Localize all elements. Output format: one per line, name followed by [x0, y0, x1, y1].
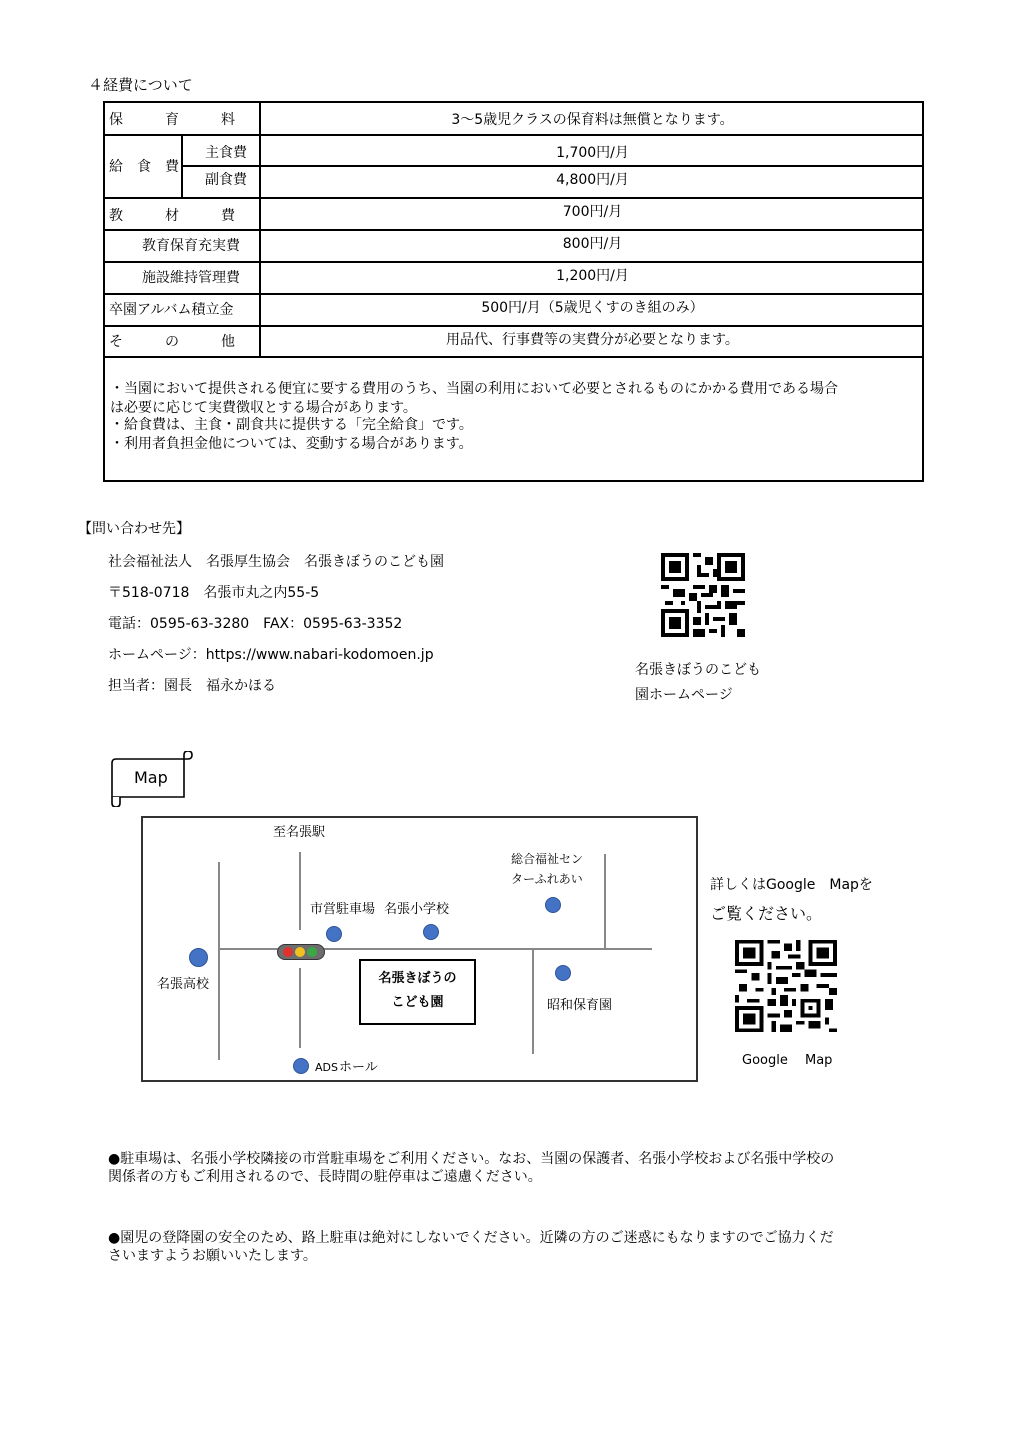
welfare-center-marker: [545, 897, 561, 913]
contact-org: 社会福祉法人 名張厚生協会 名張きぼうのこども園: [108, 554, 444, 570]
fee-notes: [110, 380, 920, 454]
fee-value-album: 500円/月（5歳児くすのき組のみ）: [481, 300, 704, 316]
parking-note: [108, 1150, 834, 1186]
hall-label: ホール: [339, 1060, 378, 1075]
fee-label-hoikuryo: 保 育 料: [109, 112, 235, 128]
ads-label: ADS: [315, 1061, 338, 1074]
table-divider: [105, 261, 922, 263]
to-station-label: 至名張駅: [273, 825, 326, 840]
google-map-qr-code[interactable]: [735, 940, 837, 1032]
contact-address: 〒518-0718 名張市丸之内55-5: [108, 585, 320, 601]
parking-label: 市営駐車場: [310, 902, 376, 917]
welfare-center-label-line1: 総合福祉セン: [511, 852, 584, 866]
fee-note-line: ・当園において提供される便宜に要する費用のうち、当園の利用において必要とされるものにかかる費用である場合: [110, 381, 838, 397]
table-divider: [105, 325, 922, 327]
welfare-center-label-line2: ターふれあい: [511, 872, 583, 886]
map-road-vertical: [532, 950, 534, 1054]
showa-nursery-marker: [555, 965, 571, 981]
kodomoen-label-line2: こども園: [391, 995, 444, 1010]
fee-note-line: ・利用者負担金他については、変動する場合があります。: [110, 436, 473, 452]
fee-label-album: 卒園アルバム積立金: [109, 302, 234, 318]
parking-marker: [326, 926, 342, 942]
elementary-marker: [423, 924, 439, 940]
fee-label-kyushokuhi: 給 食 費: [109, 159, 179, 175]
safety-note: [108, 1229, 834, 1265]
google-map-prompt-line1: 詳しくはGoogle Mapを: [710, 877, 873, 893]
homepage-qr-caption-line1: 名張きぼうのこども: [635, 662, 761, 678]
map-road-vertical: [218, 862, 220, 1060]
table-divider: [105, 356, 922, 358]
fee-value-hoikuryo: 3～5歳児クラスの保育料は無償となります。: [451, 112, 734, 128]
fee-value-iji-kanrihi: 1,200円/月: [556, 268, 629, 284]
map-title: Map: [134, 768, 168, 787]
fee-label-iji-kanrihi: 施設維持管理費: [142, 270, 240, 286]
homepage-qr-code[interactable]: [661, 552, 745, 638]
section-title: ４経費について: [88, 76, 193, 94]
table-divider: [105, 197, 922, 199]
kodomoen-building: [359, 959, 476, 1025]
fee-value-fukushokuhi: 4,800円/月: [556, 172, 629, 188]
contact-homepage[interactable]: ホームページ：https://www.nabari-kodomoen.jp: [108, 647, 434, 663]
kodomoen-label-line1: 名張きぼうの: [378, 971, 457, 986]
fee-label-juujitsuhi: 教育保育充実費: [142, 238, 240, 254]
elementary-label: 名張小学校: [384, 902, 450, 917]
traffic-light-icon: [277, 944, 325, 960]
safety-note-line2: さいますようお願いいたします。: [108, 1248, 317, 1264]
safety-note-line1: ●園児の登降園の安全のため、路上駐車は絶対にしないでください。近隣の方のご迷惑にもなりますのでご協力くだ: [108, 1230, 834, 1246]
access-map: [141, 816, 698, 1082]
fee-value-shushokuhi: 1,700円/月: [556, 145, 629, 161]
table-divider: [181, 165, 922, 167]
highschool-label: 名張高校: [157, 977, 210, 992]
map-road-vertical: [299, 968, 301, 1048]
fee-value-sonota: 用品代、行事費等の実費分が必要となります。: [446, 332, 739, 348]
contact-heading: 【問い合わせ先】: [78, 521, 190, 537]
google-map-qr-caption: Google Map: [742, 1053, 833, 1068]
map-road-vertical: [604, 854, 606, 948]
fee-label-sonota: そ の 他: [109, 334, 235, 350]
google-map-prompt-line2: ご覧ください。: [710, 904, 823, 923]
parking-note-line1: ●駐車場は、名張小学校隣接の市営駐車場をご利用ください。なお、当園の保護者、名張小学校および名張中学校の: [108, 1151, 835, 1167]
fee-sub-label-shushokuhi: 主食費: [205, 145, 247, 161]
showa-nursery-label: 昭和保育園: [547, 998, 613, 1013]
table-divider: [105, 134, 922, 136]
ads-hall-marker: [293, 1058, 309, 1074]
fee-value-juujitsuhi: 800円/月: [562, 236, 623, 252]
fee-note-line: は必要に応じて実費徴収とする場合があります。: [110, 400, 417, 416]
fee-label-kyozaihi: 教 材 費: [109, 208, 235, 224]
parking-note-line2: 関係者の方もご利用されるので、長時間の駐停車はご遠慮ください。: [108, 1169, 542, 1185]
homepage-qr-caption-line2: 園ホームページ: [635, 687, 733, 703]
contact-phone: 電話：0595-63-3280 FAX：0595-63-3352: [108, 616, 403, 632]
contact-person: 担当者：園長 福永かほる: [108, 678, 276, 694]
table-divider: [105, 229, 922, 231]
fee-note-line: ・給食費は、主食・副食共に提供する「完全給食」です。: [110, 417, 473, 433]
fee-value-kyozaihi: 700円/月: [562, 204, 623, 220]
fee-sub-label-fukushokuhi: 副食費: [205, 172, 247, 188]
map-road-vertical: [299, 852, 301, 930]
table-divider: [105, 293, 922, 295]
highschool-marker: [189, 948, 208, 967]
